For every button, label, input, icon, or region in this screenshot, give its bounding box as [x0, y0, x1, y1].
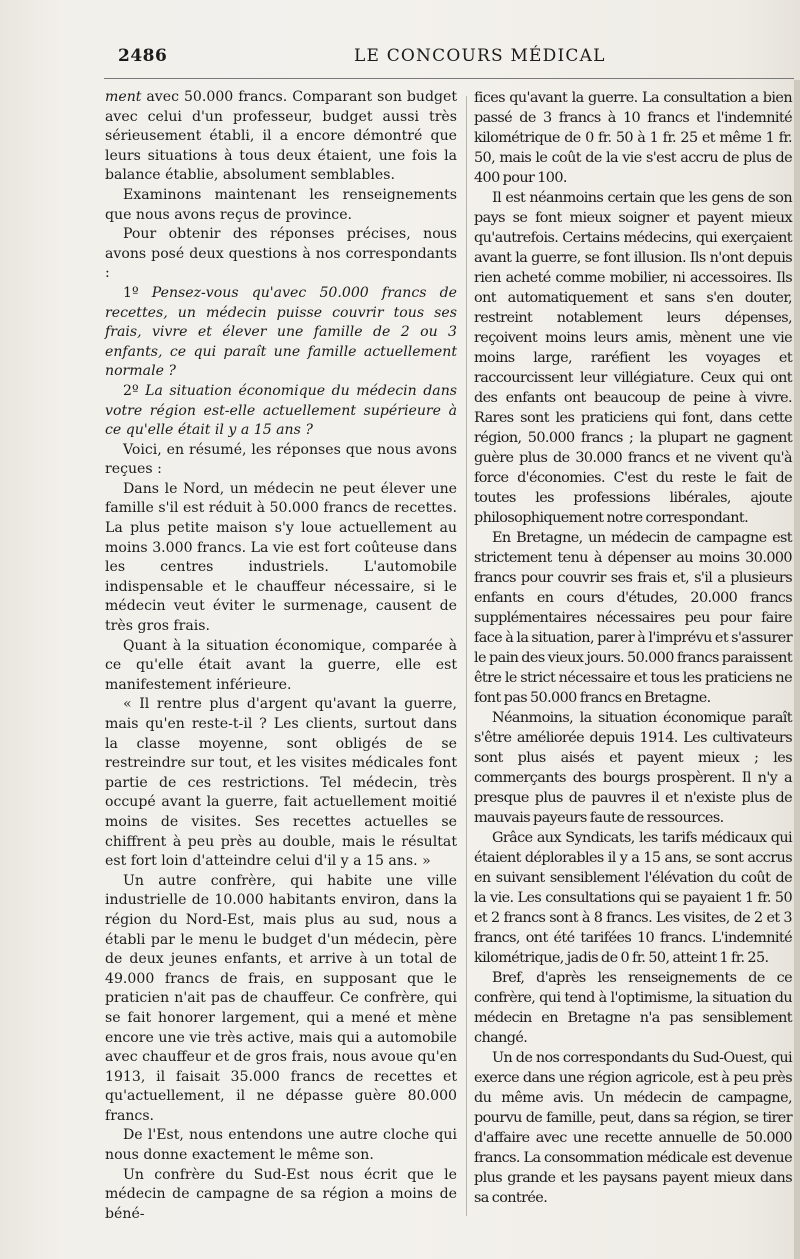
- paragraph: Néanmoins, la situation économique paraît s'être améliorée depuis 1914. Les cultivateurs sont plus aisés et payent mieux ; les commerçants des bourgs prospèrent. Il n'y a presque plus de pauvres il et n'existe plus de mauvais payeurs faute de ressources.: [474, 710, 792, 826]
- column-separator: [466, 96, 467, 1216]
- left-column: [105, 88, 457, 1224]
- paragraph: Bref, d'après les renseignements de ce confrère, qui tend à l'optimisme, la situation du médecin en Bretagne n'a pas sensiblement changé.: [474, 970, 792, 1046]
- paragraph: fices qu'avant la guerre. La consultation a bien passé de 3 francs à 10 francs et l'indemnité kilométrique de 0 fr. 50 à 1 fr. 25 et même 1 fr. 50, mais le coût de la vie s'est accru de plus de 400 pour 100.: [474, 90, 792, 186]
- paragraph: De l'Est, nous entendons une autre cloche qui nous donne exactement le même son.: [105, 1127, 457, 1164]
- page-edge-shadow: [794, 80, 800, 1259]
- paragraph: Un autre confrère, qui habite une ville industrielle de 10.000 habitants environ, dans la région du Nord-Est, mais plus au sud, nous a établi par le menu le budget d'un médecin, père de deux jeunes enfants, et arrive à un total de 49.000 francs de frais, en supposant que le praticien n'ait pas de chauffeur. Ce confrère, qui se fait honorer largement, qui a mené et mène encore une vie très active, mais qui a automobile avec chauffeur et de gros frais, nous avoue qu'en 1913, il faisait 35.000 francs de recettes et qu'actuellement, il ne dépasse guère 80.000 francs.: [105, 872, 458, 1124]
- running-title: LE CONCOURS MÉDICAL: [354, 46, 606, 66]
- paragraph: Grâce aux Syndicats, les tarifs médicaux qui étaient déplorables il y a 15 ans, se sont accrus en suivant sensiblement l'élévation du coût de la vie. Les consultations qui se payaient 1 fr. 50 et 2 francs sont à 8 francs. Les visites, de 2 et 3 francs, ont été tarifées 10 francs. L'indemnité kilométrique, jadis de 0 fr. 50, atteint 1 fr. 25.: [474, 830, 792, 966]
- question-number: 1º: [123, 284, 152, 301]
- paragraph: Dans le Nord, un médecin ne peut élever une famille s'il est réduit à 50.000 francs de recettes. La plus petite maison s'y loue actuellement au moins 3.000 francs. La vie est fort coûteuse dans les centres industriels. L'automobile indispensable et le chauffeur nécessaire, si le médecin veut éviter le surmenage, causent de très gros frais.: [105, 480, 457, 635]
- question-2: [105, 382, 457, 441]
- paragraph-text: avec 50.000 francs. Comparant son budget avec celui d'un professeur, budget aussi très sérieusement établi, il a encore démontré que leurs situations à tous deux étaient, une fois la balance établie, absolument semblables.: [105, 89, 457, 184]
- italic-lead: ment: [105, 89, 142, 105]
- paragraph: [105, 88, 457, 186]
- right-column: [474, 88, 792, 1208]
- paragraph: Il est néanmoins certain que les gens de son pays se font mieux soigner et payent mieux qu'autrefois. Certains médecins, qui exerçaient avant la guerre, se font illusion. Ils n'ont depuis rien acheté comme mobilier, ni accessoires. Ils ont automatiquement et sans s'en douter, restreint notablement leurs dépenses, reçoivent moins leurs amis, mènent une vie moins large, raréfient les voyages et raccourcissent leur villégiature. Ceux qui ont des enfants ont beaucoup de peine à vivre. Rares sont les praticiens qui font, dans cette région, 50.000 francs ; la plupart ne gagnent guère plus de 30.000 francs et ne vivent qu'à force d'économies. C'est du reste le fait de toutes les professions libérales, ajoute philosophiquement notre correspondant.: [474, 190, 792, 526]
- paragraph: En Bretagne, un médecin de campagne est strictement tenu à dépenser au moins 30.000 francs pour couvrir ses frais et, s'il a plusieurs enfants en cours d'études, 20.000 francs supplémentaires nécessaires peu pour faire face à la situation, parer à l'imprévu et s'assurer le pain des vieux jours. 50.000 francs paraissent être le strict nécessaire et tous les praticiens ne font pas 50.000 francs en Bretagne.: [474, 530, 792, 706]
- question-1: [105, 284, 457, 382]
- page-number: 2486: [118, 46, 168, 66]
- paragraph: Examinons maintenant les renseignements que nous avons reçus de province.: [105, 186, 457, 223]
- question-number: 2º: [123, 382, 146, 399]
- paragraph: Pour obtenir des réponses précises, nous avons posé deux questions à nos correspondants :: [105, 226, 457, 282]
- quotation-paragraph: « Il rentre plus d'argent qu'avant la guerre, mais qu'en reste-t-il ? Les clients, surtout dans la classe moyenne, sont obligés de se restreindre sur tout, et les visites médicales font partie de ces restrictions. Tel médecin, très occupé avant la guerre, fait actuellement moitié moins de visites. Ses recettes actuelles se chiffrent à peu près au double, mais le résultat est fort loin d'atteindre celui d'il y a 15 ans. »: [105, 696, 457, 870]
- paragraph: Quant à la situation économique, comparée à ce qu'elle était avant la guerre, elle est manifestement inférieure.: [105, 637, 457, 693]
- question-text: La situation économique du médecin dans votre région est-elle actuellement supérieure à ce qu'elle était il y a 15 ans ?: [105, 382, 458, 439]
- page-header: [104, 46, 780, 72]
- paragraph: Voici, en résumé, les réponses que nous avons reçues :: [105, 441, 457, 478]
- header-rule: [104, 78, 794, 79]
- paragraph: Un confrère du Sud-Est nous écrit que le médecin de campagne de sa région a moins de béné-: [105, 1166, 457, 1222]
- paragraph: Un de nos correspondants du Sud-Ouest, qui exerce dans une région agricole, est à peu près du même avis. Un médecin de campagne, pourvu de famille, peut, dans sa région, se tirer d'affaire avec une recette annuelle de 50.000 francs. La consommation médicale est devenue plus grande et les paysans payent mieux dans sa contrée.: [474, 1050, 792, 1206]
- question-text: Pensez-vous qu'avec 50.000 francs de recettes, un médecin puisse couvrir tous ses frais, vivre et élever une famille de 2 ou 3 enfants, ce qui paraît une famille actuellement normale ?: [105, 284, 458, 380]
